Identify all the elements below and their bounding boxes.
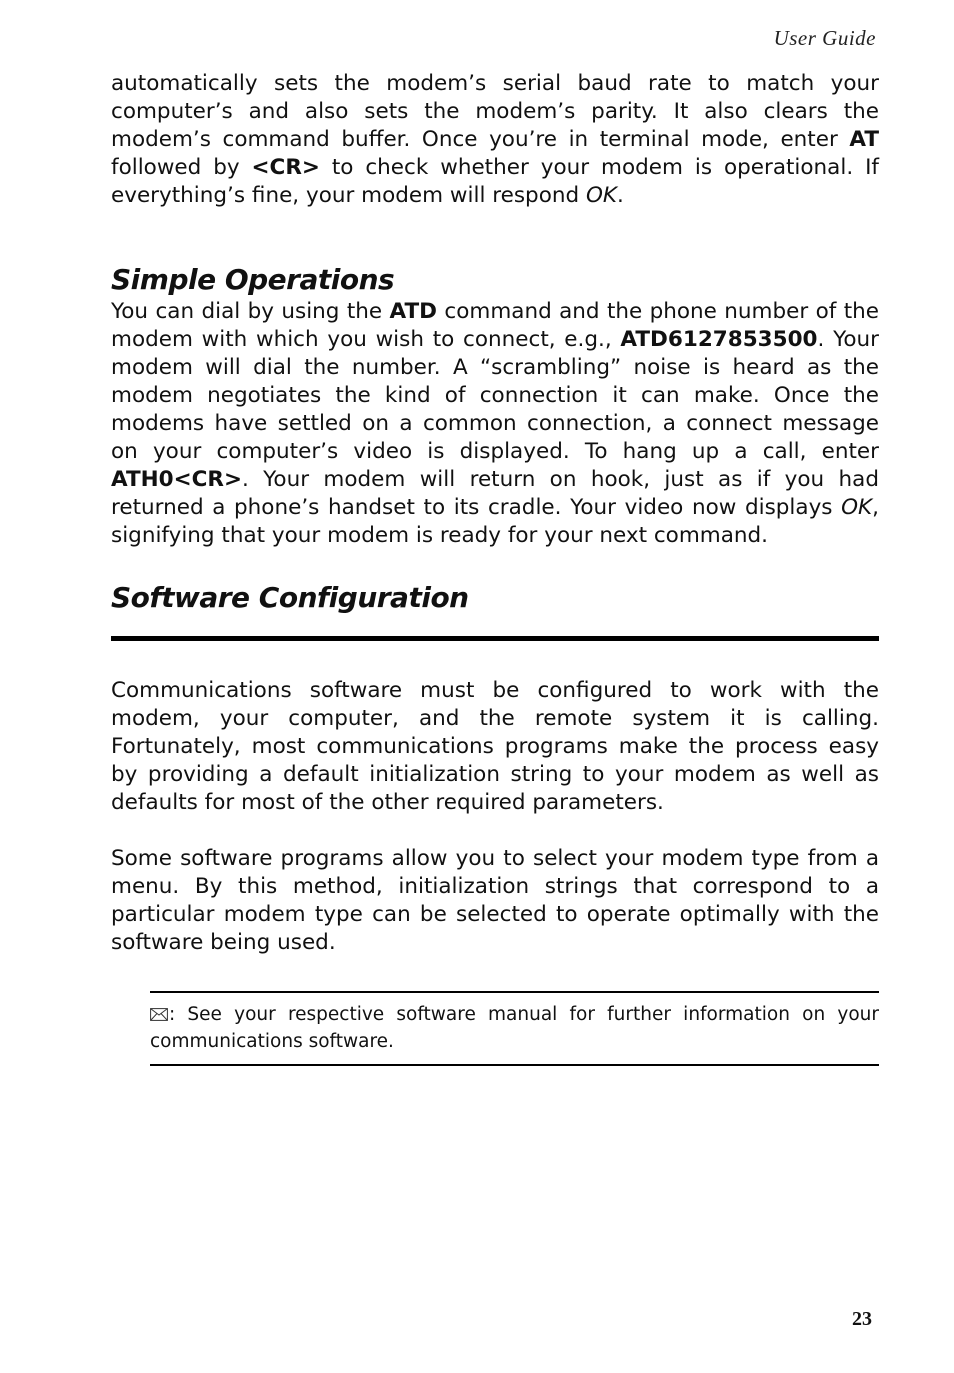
simple-text-1: You can dial by using the [111,299,390,324]
simple-text-5: , signifying that your modem is ready for your next command. [111,495,879,548]
note-box [150,991,879,1066]
section-heading-software-configuration: Software Configuration [111,581,469,614]
command-dial-example: ATD6127853500 [620,327,818,352]
simple-operations-paragraph [111,298,879,550]
intro-text-1: automatically sets the modem’s serial baud rate to match your computer’s and also sets the modem’s parity. It also clears the modem’s command buffer. Once you’re in terminal mode, enter [111,71,879,152]
command-atd: ATD [389,299,438,324]
page-content [111,70,879,1066]
command-cr: <CR> [251,155,320,180]
section-divider [111,636,879,641]
software-config-paragraph-2: Some software programs allow you to select your modem type from a menu. By this method, initialization strings that correspond to a particular modem type can be selected to operate optimally with the software being used. [111,846,879,955]
simple-text-3: . Your modem will dial the number. A “scrambling” noise is heard as the modem negotiates the kind of connection it can make. Once the modems have settled on a common connection, a connect message on your computer’s video is displayed. To hang up a call, enter [111,327,879,464]
intro-text-4: . [616,183,624,208]
intro-paragraph [111,70,879,210]
response-ok-2: OK [841,495,873,520]
software-config-paragraph-1: Communications software must be configured to work with the modem, your computer, and the remote system it is calling. Fortunately, most communications programs make the process easy by providing a default initialization string to your modem as well as defaults for most of the other required parameters. [111,678,879,815]
note-text: : See your respective software manual for further information on your communications software. [150,1004,879,1052]
simple-text-4: . Your modem will return on hook, just as if you had returned a phone’s handset to its cradle. Your video now displays [111,467,879,520]
page-number: 23 [852,1308,872,1330]
envelope-icon [150,1002,168,1015]
simple-text-2: command and the phone number of the modem with which you wish to connect, e.g., [111,299,879,352]
running-header: User Guide [773,26,876,50]
section-heading-simple-operations: Simple Operations [111,263,395,296]
intro-text-3: to check whether your modem is operational. If everything’s fine, your modem will respond [111,155,880,208]
intro-text-2: followed by [111,155,252,180]
response-ok: OK [585,183,617,208]
command-hangup: ATH0<CR> [111,467,242,492]
command-at: AT [849,127,879,152]
